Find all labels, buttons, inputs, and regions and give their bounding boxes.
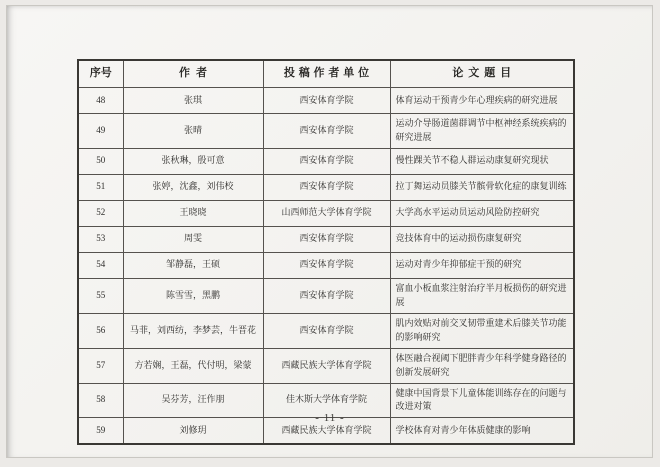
paper-title-cell: 慢性踝关节不稳人群运动康复研究现状 xyxy=(390,148,574,174)
unit-cell: 西安体育学院 xyxy=(263,226,390,252)
paper-title-cell: 健康中国背景下儿童体能训练存在的问题与改进对策 xyxy=(390,383,574,418)
authors-cell: 方若娴，王磊，代付明，梁蒙 xyxy=(123,348,263,383)
paper-title-cell: 肌内效贴对前交叉韧带重建术后膝关节功能的影响研究 xyxy=(390,313,574,348)
row-number-cell: 59 xyxy=(78,418,123,445)
table-row xyxy=(78,174,574,200)
authors-cell: 王晓晓 xyxy=(123,200,263,226)
unit-cell: 佳木斯大学体育学院 xyxy=(263,383,390,418)
header-paper-title: 论文题目 xyxy=(390,60,574,88)
row-number-cell: 52 xyxy=(78,200,123,226)
paper-title-cell: 体育运动干预青少年心理疾病的研究进展 xyxy=(390,88,574,114)
row-number-cell: 51 xyxy=(78,174,123,200)
table-row xyxy=(78,148,574,174)
authors-cell: 陈雪雪，黑鹏 xyxy=(123,278,263,313)
authors-cell: 张婷，沈鑫，刘伟校 xyxy=(123,174,263,200)
paper-title-cell: 学校体育对青少年体质健康的影响 xyxy=(390,418,574,445)
unit-cell: 西安体育学院 xyxy=(263,114,390,149)
unit-cell: 西藏民族大学体育学院 xyxy=(263,418,390,445)
authors-cell: 周雯 xyxy=(123,226,263,252)
header-author-unit: 投稿作者单位 xyxy=(263,60,390,88)
table-row xyxy=(78,200,574,226)
row-number-cell: 48 xyxy=(78,88,123,114)
unit-cell: 西安体育学院 xyxy=(263,148,390,174)
row-number-cell: 56 xyxy=(78,313,123,348)
authors-cell: 张琪 xyxy=(123,88,263,114)
row-number-cell: 49 xyxy=(78,114,123,149)
unit-cell: 西藏民族大学体育学院 xyxy=(263,348,390,383)
unit-cell: 西安体育学院 xyxy=(263,174,390,200)
papers-table xyxy=(77,59,575,445)
unit-cell: 山西师范大学体育学院 xyxy=(263,200,390,226)
paper-title-cell: 富血小板血浆注射治疗半月板损伤的研究进展 xyxy=(390,278,574,313)
paper-title-cell: 拉丁舞运动员膝关节髌骨软化症的康复训练 xyxy=(390,174,574,200)
unit-cell: 西安体育学院 xyxy=(263,88,390,114)
row-number-cell: 55 xyxy=(78,278,123,313)
authors-cell: 张秋琳，殷可意 xyxy=(123,148,263,174)
table-row xyxy=(78,313,574,348)
unit-cell: 西安体育学院 xyxy=(263,313,390,348)
table-row xyxy=(78,252,574,278)
authors-cell: 邹静磊，王硕 xyxy=(123,252,263,278)
paper-title-cell: 运动对青少年抑郁症干预的研究 xyxy=(390,252,574,278)
table-row xyxy=(78,226,574,252)
table-row xyxy=(78,114,574,149)
unit-cell: 西安体育学院 xyxy=(263,252,390,278)
header-authors: 作者 xyxy=(123,60,263,88)
header-serial-number: 序号 xyxy=(78,60,123,88)
row-number-cell: 57 xyxy=(78,348,123,383)
page-number: - 11 - xyxy=(315,412,345,424)
row-number-cell: 50 xyxy=(78,148,123,174)
authors-cell: 刘修玥 xyxy=(123,418,263,445)
authors-cell: 吴芬芳，汪作朋 xyxy=(123,383,263,418)
authors-cell: 马菲，刘西纺，李梦芸，牛晋花 xyxy=(123,313,263,348)
paper-title-cell: 大学高水平运动员运动风险防控研究 xyxy=(390,200,574,226)
paper-title-cell: 运动介导肠道菌群调节中枢神经系统疾病的研究进展 xyxy=(390,114,574,149)
row-number-cell: 58 xyxy=(78,383,123,418)
authors-cell: 张晴 xyxy=(123,114,263,149)
row-number-cell: 54 xyxy=(78,252,123,278)
table-header-row xyxy=(78,60,574,88)
table-row xyxy=(78,88,574,114)
table-row xyxy=(78,278,574,313)
paper-title-cell: 体医融合视阈下肥胖青少年科学健身路径的创新发展研究 xyxy=(390,348,574,383)
table-row xyxy=(78,348,574,383)
row-number-cell: 53 xyxy=(78,226,123,252)
paper-title-cell: 竞技体育中的运动损伤康复研究 xyxy=(390,226,574,252)
unit-cell: 西安体育学院 xyxy=(263,278,390,313)
